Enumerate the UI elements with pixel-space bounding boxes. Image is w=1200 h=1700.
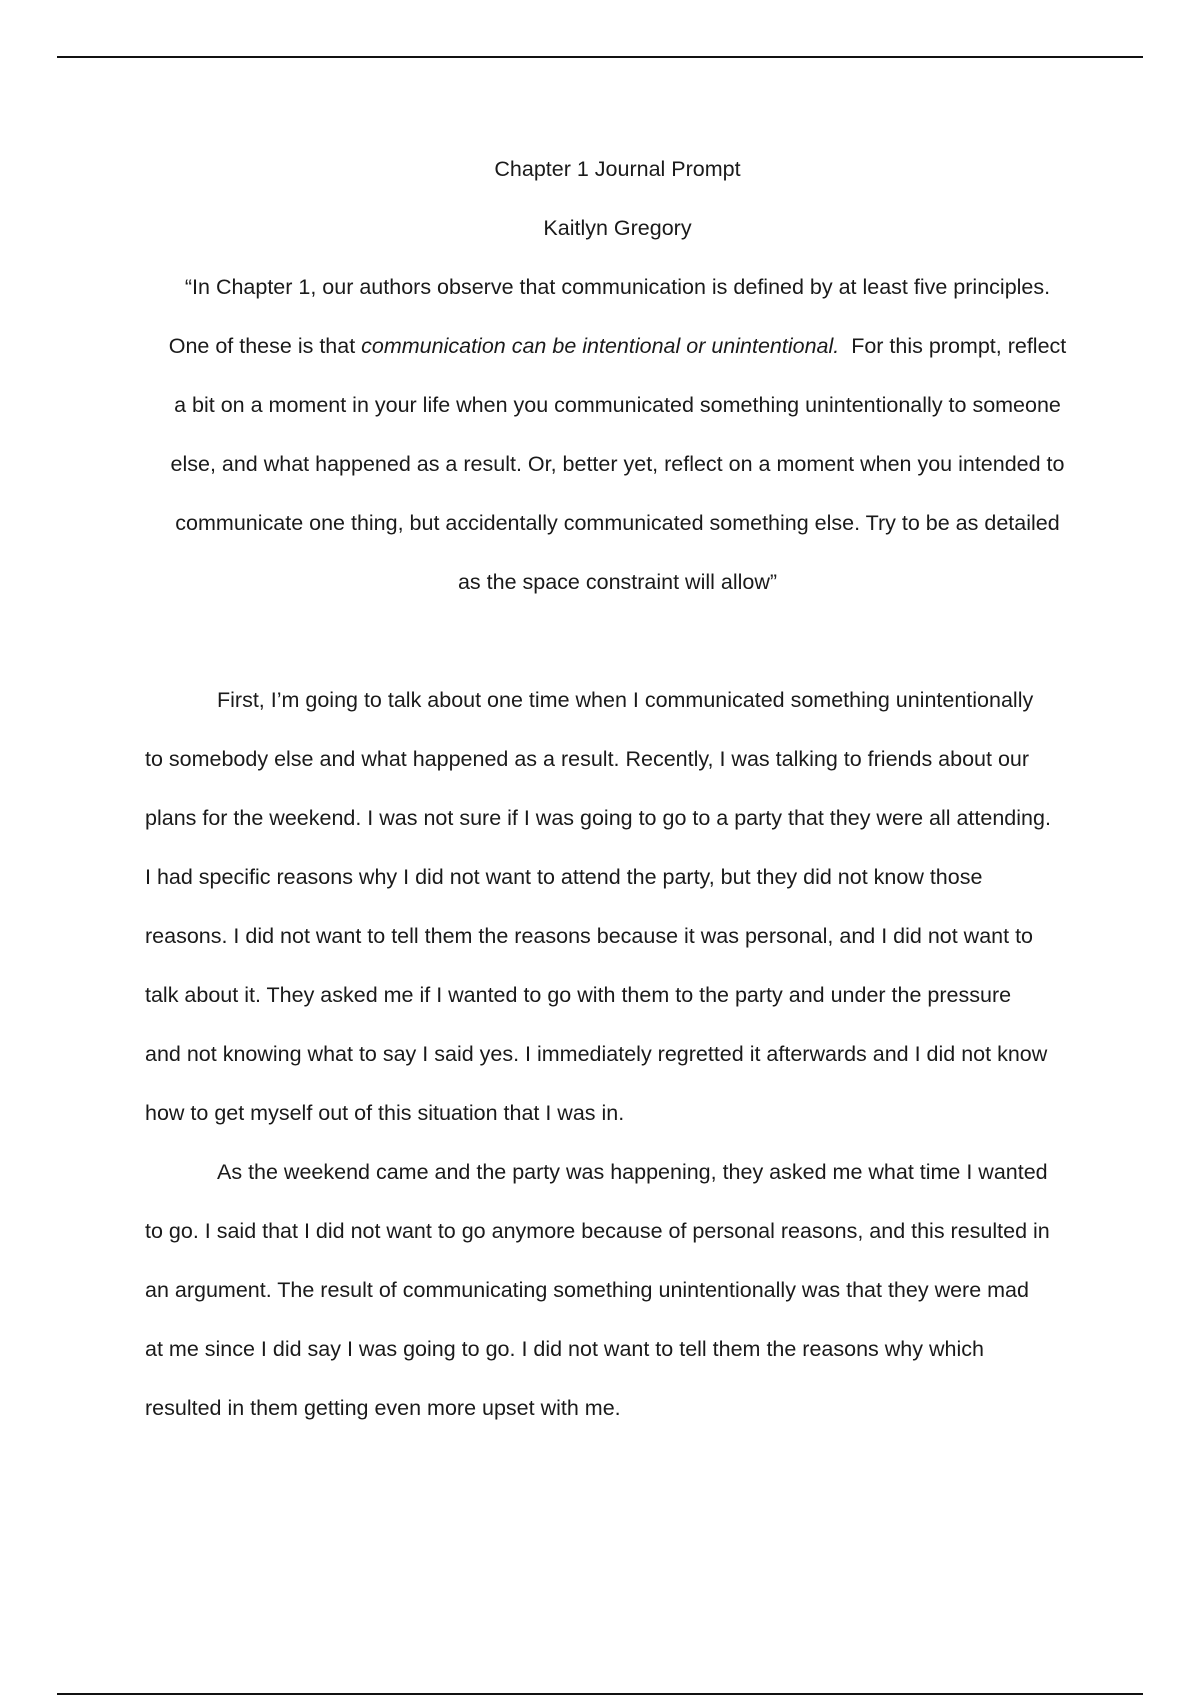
paragraph-line: an argument. The result of communicating something unintentionally was that they were mad [145,1278,1029,1302]
paragraph-line: I had specific reasons why I did not want to attend the party, but they did not know those [145,865,983,889]
paragraph-line: how to get myself out of this situation that I was in. [145,1101,625,1125]
document-body [145,140,1090,1438]
paragraph-line: to somebody else and what happened as a result. Recently, I was talking to friends about our [145,747,1030,771]
blank-line [145,612,1090,671]
footer-rule [57,1693,1143,1695]
prompt-text: One of these is that [168,334,362,358]
body-paragraph-1 [145,671,1090,1143]
header-rule [57,56,1143,58]
prompt-line: communicate one thing, but accidentally communicated something else. Try to be as detailed [175,511,1060,535]
paragraph-line: at me since I did say I was going to go. I did not want to tell them the reasons why which [145,1337,984,1361]
paragraph-line: First, I’m going to talk about one time when I communicated something unintentionally [217,688,1034,712]
author-name: Kaitlyn Gregory [543,216,692,240]
paragraph-line: talk about it. They asked me if I wanted to go with them to the party and under the pressure [145,983,1012,1007]
prompt-line: “In Chapter 1, our authors observe that communication is defined by at least five principles. [184,275,1051,299]
paragraph-line: As the weekend came and the party was happening, they asked me what time I wanted [217,1160,1048,1184]
paragraph-line: and not knowing what to say I said yes. I immediately regretted it afterwards and I did not know [145,1042,1048,1066]
prompt-line: else, and what happened as a result. Or, better yet, reflect on a moment when you intended to [170,452,1065,476]
prompt-quote [145,258,1090,612]
prompt-italic-phrase: communication can be intentional or unintentional. [361,334,840,358]
paragraph-line: plans for the weekend. I was not sure if I was going to go to a party that they were all attending. [145,806,1051,830]
prompt-text: For this prompt, reflect [839,334,1067,358]
paragraph-line: reasons. I did not want to tell them the reasons because it was personal, and I did not want to [145,924,1033,948]
prompt-line: a bit on a moment in your life when you communicated something unintentionally to someone [174,393,1061,417]
paragraph-line: to go. I said that I did not want to go anymore because of personal reasons, and this resulted in [145,1219,1050,1243]
body-paragraph-2 [145,1143,1090,1438]
document-title: Chapter 1 Journal Prompt [494,157,741,181]
prompt-line [145,317,1090,376]
prompt-line: as the space constraint will allow” [457,570,778,594]
paragraph-line: resulted in them getting even more upset with me. [145,1396,621,1420]
